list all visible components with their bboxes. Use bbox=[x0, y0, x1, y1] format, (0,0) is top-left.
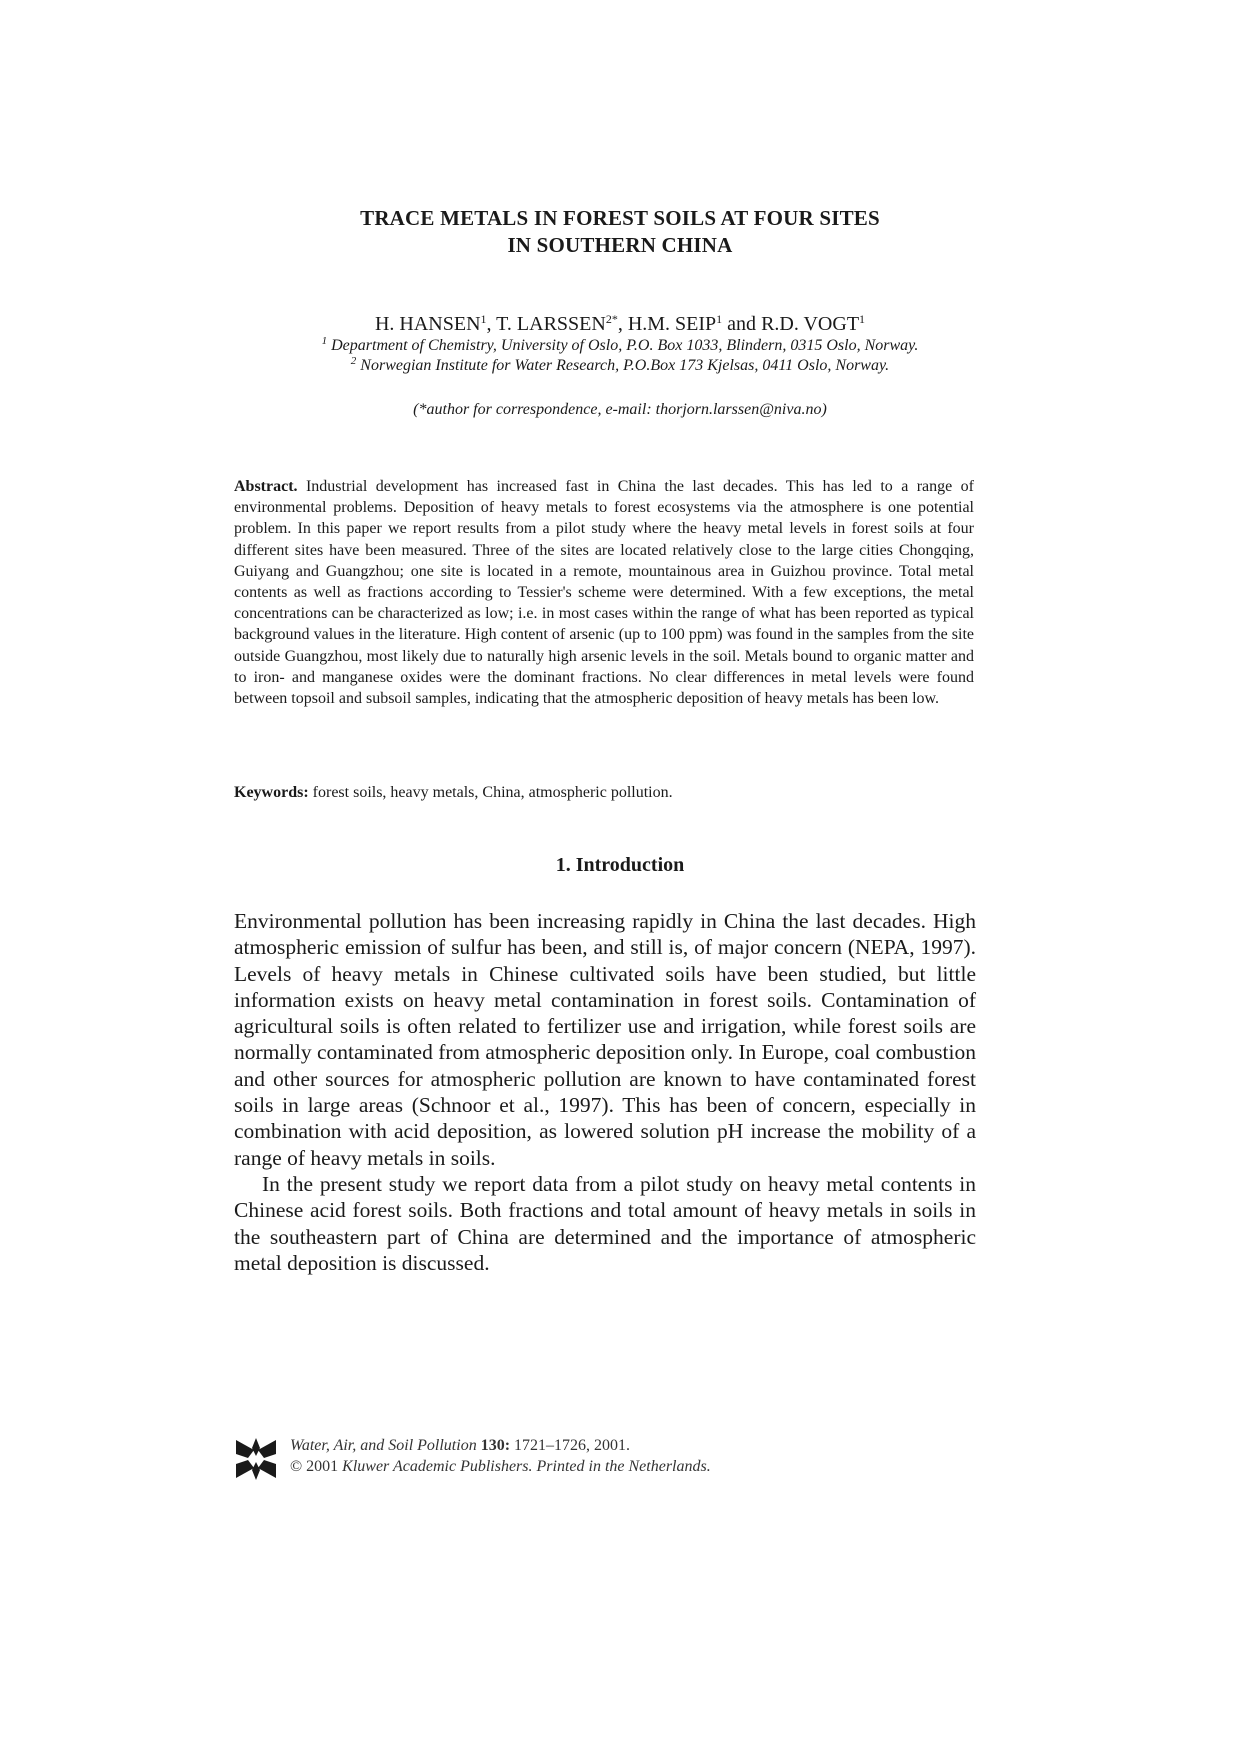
keywords-text: forest soils, heavy metals, China, atmospheric pollution. bbox=[312, 784, 673, 801]
author-name: T. LARSSEN bbox=[496, 313, 606, 335]
paper-title bbox=[200, 205, 1040, 259]
author-name: R.D. VOGT bbox=[761, 313, 860, 335]
journal-volume: 130: bbox=[480, 1437, 511, 1454]
correspondence-note: (*author for correspondence, e-mail: thorjorn.larssen@niva.no) bbox=[413, 401, 827, 418]
abstract bbox=[234, 476, 974, 709]
publisher-name: Kluwer Academic Publishers. Printed in the Netherlands. bbox=[342, 1458, 711, 1475]
paragraph: In the present study we report data from a pilot study on heavy metal contents in Chinese acid forest soils. Both fractions and total amount of heavy metals in soils in the southeastern part of China are determined and the importance of atmospheric metal deposition is discussed. bbox=[234, 1171, 976, 1275]
keywords bbox=[234, 782, 974, 803]
section-heading: 1. Introduction bbox=[555, 854, 685, 876]
journal-name: Water, Air, and Soil Pollution bbox=[290, 1437, 477, 1454]
publisher-logo-icon bbox=[234, 1436, 278, 1482]
journal-info bbox=[290, 1435, 711, 1477]
affiliation-text: Department of Chemistry, University of Oslo, P.O. Box 1033, Blindern, 0315 Oslo, Norway. bbox=[331, 337, 919, 354]
introduction-body bbox=[234, 908, 976, 1276]
author-affiliation-mark: 2* bbox=[605, 312, 618, 326]
abstract-label: Abstract. bbox=[234, 478, 298, 495]
keywords-label: Keywords: bbox=[234, 784, 309, 801]
citation-line bbox=[290, 1435, 711, 1456]
paragraph: Environmental pollution has been increasing rapidly in China the last decades. High atmospheric emission of sulfur has been, and still is, of major concern (NEPA, 1997). Levels of heavy metals in Chinese cultivated soils have been studied, but little information exists on heavy metal contamination in forest soils. Contamination of agricultural soils is often related to fertilizer use and irrigation, while forest soils are normally contaminated from atmospheric deposition only. In Europe, coal combustion and other sources for atmospheric pollution are known to have contaminated forest soils in large areas (Schnoor et al., 1997). This has been of concern, especially in combination with acid deposition, as lowered solution pH increase the mobility of a range of heavy metals in soils. bbox=[234, 909, 976, 1170]
title-line-2: IN SOUTHERN CHINA bbox=[507, 233, 733, 257]
author-list: H. HANSEN$^1$, T. $LARSSEN^{2*}$, H.M. SEIP$^1$ and R.D. VOGT$^1$ bbox=[374, 312, 866, 335]
author-name: H.M. SEIP bbox=[627, 313, 717, 335]
affiliation-mark: 2 bbox=[350, 355, 357, 367]
author-affiliation-mark: 1 bbox=[480, 312, 487, 326]
copyright-year: © 2001 bbox=[290, 1458, 339, 1475]
affiliation-mark: 1 bbox=[321, 335, 328, 347]
affiliation-text: Norwegian Institute for Water Research, P.O.Box 173 Kjelsas, 0411 Oslo, Norway. bbox=[360, 357, 890, 374]
abstract-text: Industrial development has increased fast in China the last decades. This has led to a range of environmental problems. Deposition of heavy metals to forest ecosystems via the atmosphere is one potential problem. In this paper we report results from a pilot study where the heavy metal levels in forest soils at four different sites have been measured. Three of the sites are located relatively close to the large cities Chongqing, Guiyang and Guangzhou; one site is located in a remote, mountainous area in Guizhou province. Total metal contents as well as fractions according to Tessier's scheme were determined. With a few exceptions, the metal concentrations can be characterized as low; i.e. in most cases within the range of what has been reported as typical background values in the literature. High content of arsenic (up to 100 ppm) was found in the samples from the site outside Guangzhou, most likely due to naturally high arsenic levels in the soil. Metals bound to organic matter and to iron- and manganese oxides were the dominant fractions. No clear differences in metal levels were found between topsoil and subsoil samples, indicating that the atmospheric deposition of heavy metals has been low. bbox=[234, 478, 975, 708]
author-affiliation-mark: 1 bbox=[716, 312, 723, 326]
title-line-1: TRACE METALS IN FOREST SOILS AT FOUR SITES bbox=[360, 206, 880, 230]
author-affiliation-mark: 1 bbox=[859, 312, 866, 326]
journal-pages: 1721–1726, 2001. bbox=[514, 1437, 631, 1454]
author-name: H. HANSEN bbox=[374, 313, 481, 335]
affiliation-2 bbox=[200, 356, 1040, 376]
copyright-line bbox=[290, 1456, 711, 1477]
affiliation-1 bbox=[200, 336, 1040, 356]
